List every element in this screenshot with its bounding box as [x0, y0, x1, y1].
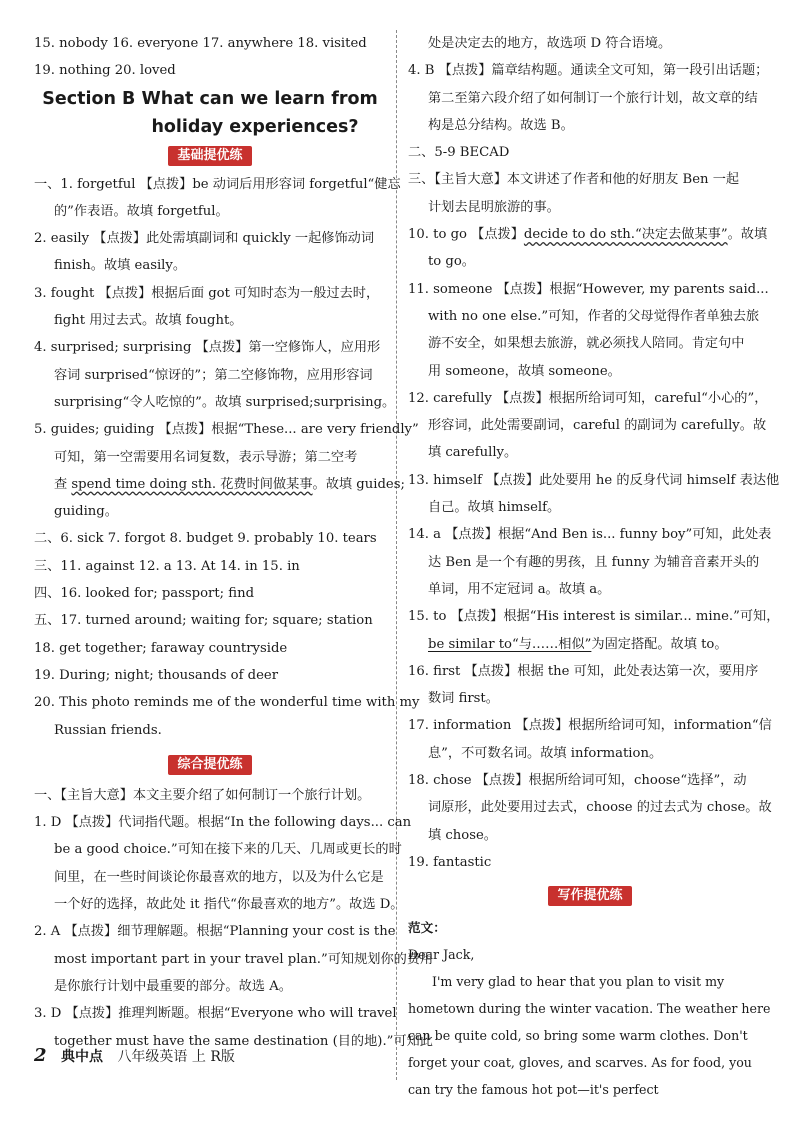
answer-line: 填 carefully。	[428, 445, 518, 461]
page-number: 2	[34, 1045, 47, 1066]
line-text: 10. to go 【点拨】	[408, 227, 524, 243]
answer-line: 游不安全，如果想去旅游，就必须找人陪同。肯定句中	[428, 336, 745, 352]
answer-line: together must have the same destination (目的地).”可知此	[54, 1033, 433, 1049]
answer-line: 自己。故填 himself。	[428, 500, 561, 516]
underlined-phrase: decide to do sth.“决定去做某事”	[523, 227, 728, 243]
answer-line: 2. easily 【点拨】此处需填副词和 quickly 一起修饰动词	[34, 231, 375, 247]
badge-comprehensive: 综合提优练	[168, 755, 251, 775]
answer-line: 息”，不可数名词。故填 information。	[428, 745, 663, 761]
right-column	[408, 30, 780, 1103]
answer-line: 18. get together; faraway countryside	[34, 640, 288, 656]
page-footer	[34, 1044, 235, 1069]
answer-line: 单词，用不定冠词 a。故填 a。	[428, 581, 611, 597]
badge-writing: 写作提优练	[548, 886, 631, 906]
answer-line: 一、【主旨大意】本文主要介绍了如何制订一个旅行计划。	[34, 787, 371, 803]
answer-line: 15. nobody 16. everyone 17. anywhere 18. visited	[34, 36, 367, 51]
answer-line	[408, 221, 772, 248]
answer-line: 是你旅行计划中最重要的部分。故选 A。	[54, 978, 292, 994]
answer-line: 容词 surprised“惊讶的”；第二空修饰物，应用形容词	[54, 367, 373, 383]
answer-line: 15. to 【点拨】根据“His interest is similar... mine.”可知，	[408, 609, 780, 625]
section-title: Section B What can we learn from	[42, 88, 378, 109]
answer-line: 数词 first。	[428, 691, 499, 707]
answer-line: 处是决定去的地方，故选项 D 符合语境。	[428, 36, 672, 51]
answer-line: 16. first 【点拨】根据 the 可知，此处表达第一次，要用序	[408, 663, 759, 679]
underlined-phrase: be similar to“与……相似”	[428, 636, 592, 652]
answer-line: with no one else.”可知，作者的父母觉得作者单独去旅	[428, 308, 760, 324]
answer-line: 20. This photo reminds me of the wonderful time with my	[34, 695, 420, 711]
answer-line: 二、6. sick 7. forgot 8. budget 9. probably 10. tears	[34, 531, 377, 547]
section-subtitle: holiday experiences?	[151, 116, 359, 137]
answer-line: 18. chose 【点拨】根据所给词可知，choose“选择”，动	[408, 773, 747, 789]
answer-line: fight 用过去式。故填 fought。	[54, 313, 243, 329]
answer-line: 词原形，此处要用过去式，choose 的过去式为 chose。故	[428, 800, 772, 816]
answer-line: 4. surprised; surprising 【点拨】第一空修饰人，应用形	[34, 340, 381, 356]
answer-line: 19. fantastic	[408, 854, 492, 870]
answer-line: 12. carefully 【点拨】根据所给词可知，careful“小心的”，	[408, 390, 768, 406]
answer-line: most important part in your travel plan.”可知规划你的费用	[54, 951, 434, 967]
answer-line: 四、16. looked for; passport; find	[34, 586, 255, 602]
answer-line: to go。	[428, 254, 475, 270]
badge-row	[34, 750, 386, 780]
answer-line: 3. fought 【点拨】根据后面 got 可知时态为一般过去时，	[34, 285, 380, 301]
answer-line: 一、1. forgetful 【点拨】be 动词后用形容词 forgetful“健忘	[34, 176, 401, 192]
badge-row	[408, 880, 772, 910]
answer-line: guiding。	[54, 504, 118, 520]
answer-line: 1. D 【点拨】代词指代题。根据“In the following days... can	[34, 815, 412, 831]
brand-name: 典中点	[60, 1049, 103, 1065]
answer-line: 一个好的选择，故此处 it 指代“你最喜欢的地方”。故选 D。	[54, 897, 404, 913]
answer-line: 二、5-9 BECAD	[408, 145, 510, 161]
answer-line: 的”作表语。故填 forgetful。	[54, 203, 229, 219]
answer-line: 用 someone，故填 someone。	[428, 363, 621, 379]
answer-line: Russian friends.	[54, 722, 162, 738]
answer-line: 2. A 【点拨】细节理解题。根据“Planning your cost is the	[34, 924, 396, 940]
answer-line: 五、17. turned around; waiting for; square; station	[34, 613, 373, 629]
answer-line: 填 chose。	[428, 827, 497, 843]
answer-line: finish。故填 easily。	[54, 258, 187, 274]
answer-line: 17. information 【点拨】根据所给词可知，information“信	[408, 718, 772, 734]
answer-line: 5. guides; guiding 【点拨】根据“These... are very friendly”	[34, 422, 419, 438]
answer-line: surprising“令人吃惊的”。故填 surprised;surprising。	[54, 394, 396, 410]
answer-line: 第二至第六段介绍了如何制订一个旅行计划，故文章的结	[428, 90, 758, 106]
answer-line: 构是总分结构。故选 B。	[428, 117, 574, 133]
answer-line: 达 Ben 是一个有趣的男孩，且 funny 为辅音音素开头的	[428, 554, 760, 570]
underlined-phrase: spend time doing sth. 花费时间做某事	[71, 476, 313, 492]
answer-line: 三、11. against 12. a 13. At 14. in 15. in	[34, 558, 300, 574]
answer-line: 19. nothing 20. loved	[34, 63, 176, 79]
line-text: 。故填 guides;	[312, 476, 405, 492]
answer-line	[34, 471, 405, 498]
book-title: 八年级英语 上 R版	[117, 1049, 235, 1065]
essay-salutation: Dear Jack,	[408, 947, 475, 963]
answer-line: 3. D 【点拨】推理判断题。根据“Everyone who will travel	[34, 1006, 397, 1022]
badge-basic: 基础提优练	[168, 146, 251, 166]
answer-line: 计划去昆明旅游的事。	[428, 199, 560, 215]
answer-line: 形容词，此处需要副词，careful 的副词为 carefully。故	[428, 418, 767, 434]
badge-row	[34, 141, 386, 171]
essay-body: I'm very glad to hear that you plan to visit my hometown during the winter vacation. The weather here can be quite cold, so bring some warm clothes. Don't forget your coat, gloves, and scarves. As for food, you can try the famous hot pot—it's perfect	[408, 974, 771, 1098]
line-text: 。故填	[727, 227, 768, 243]
essay-label: 范文：	[408, 920, 446, 936]
answer-line: 14. a 【点拨】根据“And Ben is... funny boy”可知，此处表	[408, 527, 772, 543]
answer-line: 11. someone 【点拨】根据“However, my parents said...	[408, 281, 769, 297]
answer-line: 19. During; night; thousands of deer	[34, 667, 279, 683]
answer-line: 可知，第一空需要用名词复数，表示导游；第二空考	[54, 449, 358, 465]
answer-line	[408, 631, 772, 658]
answer-line: 4. B 【点拨】篇章结构题。通读全文可知，第一段引出话题；	[408, 63, 769, 79]
answer-line: 间里，在一些时间谈论你最喜欢的地方，以及为什么它是	[54, 869, 384, 885]
answer-line: be a good choice.”可知在接下来的几天、几周或更长的时	[54, 842, 402, 858]
answer-line: 三、【主旨大意】本文讲述了作者和他的好朋友 Ben 一起	[408, 172, 740, 188]
line-text: 为固定搭配。故填 to。	[591, 636, 728, 652]
line-text: 查	[54, 476, 72, 492]
answer-line: 13. himself 【点拨】此处要用 he 的反身代词 himself 表达他	[408, 472, 780, 488]
